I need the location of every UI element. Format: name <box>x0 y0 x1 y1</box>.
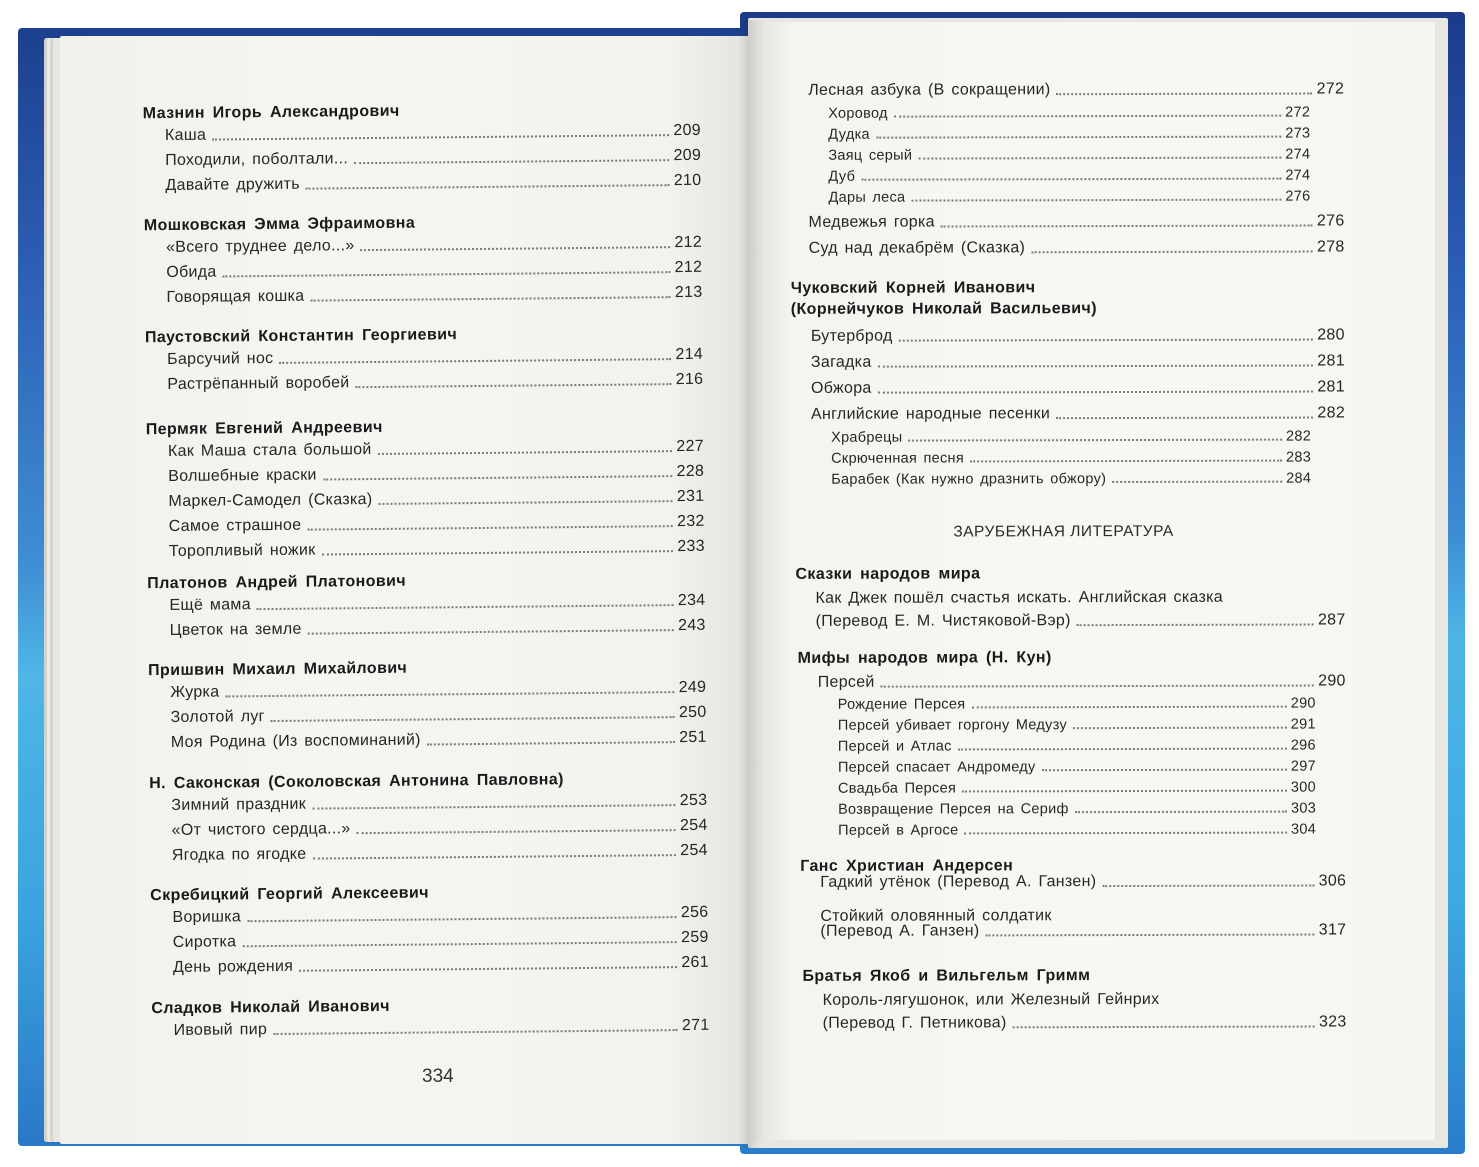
toc-entry-title: Обжора <box>810 379 872 397</box>
toc-author-heading: Н. Саконская (Соколовская Антонина Павловна) <box>149 771 564 793</box>
toc-entry-title: (Перевод Е. М. Чистяковой-Вэр) <box>815 612 1071 630</box>
dot-leader <box>312 804 676 809</box>
dot-leader <box>1112 481 1282 483</box>
toc-entry[interactable] <box>811 378 1345 397</box>
toc-page-number: 281 <box>1317 352 1345 370</box>
toc-entry-title: Рождение Персея <box>837 696 966 713</box>
toc-subentry[interactable] <box>838 822 1316 839</box>
toc-page-number: 291 <box>1290 716 1316 733</box>
toc-page-number: 232 <box>676 512 705 531</box>
dot-leader <box>427 741 675 745</box>
toc-entry[interactable] <box>172 842 708 865</box>
dot-leader <box>273 1029 678 1035</box>
dot-leader <box>225 691 674 697</box>
dot-leader <box>894 115 1281 118</box>
toc-page-number: 287 <box>1317 611 1346 629</box>
toc-entry-title: Говорящая кошка <box>166 287 305 306</box>
toc-page-number: 209 <box>673 146 702 165</box>
toc-author-heading: Сказки народов мира <box>795 565 981 583</box>
toc-page-number: 271 <box>681 1016 710 1035</box>
toc-page-number: 290 <box>1290 695 1316 712</box>
left-page-toc <box>60 29 761 1144</box>
toc-entry-title: День рождения <box>172 957 294 976</box>
toc-entry-title: Растрёпанный воробей <box>167 374 350 393</box>
toc-page-number: 227 <box>676 437 705 456</box>
toc-entry[interactable] <box>168 438 704 461</box>
dot-leader <box>247 916 677 922</box>
toc-page-number: 213 <box>674 283 703 302</box>
toc-page-number: 231 <box>676 487 705 506</box>
toc-entry-title: (Перевод А. Ганзен) <box>820 922 980 940</box>
toc-page-number: 290 <box>1318 672 1346 690</box>
dot-leader <box>354 159 670 164</box>
toc-entry[interactable] <box>823 1013 1347 1032</box>
dot-leader <box>881 685 1314 688</box>
toc-entry-title: Гадкий утёнок (Перевод А. Ганзен) <box>820 873 1097 891</box>
toc-page-number: 300 <box>1290 779 1317 796</box>
toc-page-number: 323 <box>1318 1013 1347 1031</box>
dot-leader <box>970 460 1282 463</box>
dot-leader <box>271 716 675 722</box>
toc-page-number: 210 <box>673 171 702 190</box>
toc-entry[interactable] <box>816 611 1346 630</box>
toc-page-number: 254 <box>680 841 708 860</box>
toc-entry-title: Храбрецы <box>831 429 903 446</box>
toc-subentry[interactable] <box>838 780 1316 797</box>
toc-page-number: 276 <box>1285 188 1311 205</box>
toc-entry-title: Лесная азбука (В сокращении) <box>808 81 1051 99</box>
toc-entry[interactable] <box>168 488 704 511</box>
toc-entry-title: Персей <box>817 673 875 691</box>
toc-entry-title: Как Маша стала большой <box>167 441 372 460</box>
dot-leader <box>1031 251 1313 254</box>
toc-page-number: 209 <box>673 121 702 140</box>
dot-leader <box>223 271 671 277</box>
toc-entry-title: «От чистого сердца...» <box>171 820 351 839</box>
dot-leader <box>941 225 1313 228</box>
toc-entry[interactable] <box>169 513 705 536</box>
toc-entry-title: Обида <box>166 263 217 281</box>
left-page <box>60 36 750 1144</box>
toc-page-number: 278 <box>1316 238 1345 256</box>
dot-leader <box>378 500 672 505</box>
toc-page-number: 273 <box>1285 125 1311 142</box>
toc-author-heading: Паустовский Константин Георгиевич <box>144 326 458 347</box>
toc-entry-title: Дуб <box>828 168 856 185</box>
toc-entry[interactable] <box>811 352 1345 371</box>
toc-page-number: 254 <box>679 816 708 835</box>
toc-entry-title: Персей убивает горгону Медузу <box>837 717 1068 734</box>
section-title: ЗАРУБЕЖНАЯ ЛИТЕРАТУРА <box>953 522 1174 541</box>
toc-subentry[interactable] <box>838 738 1316 755</box>
dot-leader <box>212 134 669 140</box>
toc-entry-title: Возвращение Персея на Сериф <box>838 801 1069 818</box>
dot-leader <box>962 790 1287 793</box>
dot-leader <box>1077 624 1314 627</box>
toc-page-number: 216 <box>675 370 704 389</box>
toc-entry-title: Английские народные песенки <box>811 405 1051 423</box>
book-gutter-shadow <box>738 20 764 1148</box>
dot-leader <box>357 829 676 834</box>
toc-entry[interactable] <box>172 817 708 840</box>
toc-page-number: 282 <box>1317 404 1346 422</box>
dot-leader <box>306 184 670 189</box>
dot-leader <box>257 604 674 610</box>
toc-entry[interactable] <box>811 404 1345 423</box>
toc-page-number: 250 <box>678 703 707 722</box>
toc-page-number: 280 <box>1317 326 1345 344</box>
toc-entry[interactable] <box>166 234 702 257</box>
toc-subentry[interactable] <box>828 189 1310 206</box>
dot-leader <box>986 934 1315 937</box>
toc-entry-title: Хоровод <box>828 105 888 122</box>
dot-leader <box>971 706 1286 709</box>
toc-page-number: 212 <box>674 258 703 277</box>
toc-entry[interactable] <box>165 172 701 195</box>
dot-leader <box>1075 811 1287 814</box>
toc-author-heading: Скребицкий Георгий Алексеевич <box>150 884 429 905</box>
toc-entry-title: Бутерброд <box>810 327 893 345</box>
toc-page-number: 233 <box>677 537 706 556</box>
toc-subentry[interactable] <box>828 126 1310 143</box>
toc-entry-title: Барсучий нос <box>167 349 274 368</box>
toc-page-number: 243 <box>677 616 706 635</box>
toc-subentry[interactable] <box>838 696 1316 713</box>
toc-entry[interactable] <box>171 729 707 752</box>
toc-author-heading: Мазнин Игорь Александрович <box>142 102 400 123</box>
right-page-toc <box>752 20 1438 1140</box>
toc-entry[interactable] <box>170 704 706 727</box>
toc-page-number: 214 <box>675 345 704 364</box>
toc-entry-title: Сиротка <box>172 933 237 951</box>
toc-entry-title: Персей в Аргосе <box>838 822 959 839</box>
dot-leader <box>878 365 1314 368</box>
toc-entry-title: Скрюченная песня <box>831 450 965 467</box>
dot-leader <box>378 450 673 455</box>
toc-entry[interactable] <box>167 371 703 394</box>
toc-subentry[interactable] <box>838 801 1316 818</box>
toc-entry[interactable] <box>168 463 704 486</box>
toc-author-heading: Мифы народов мира (Н. Кун) <box>797 649 1052 667</box>
toc-entry[interactable] <box>167 346 703 369</box>
toc-entry-title: Персей спасает Андромеду <box>837 759 1036 776</box>
toc-entry-title: Маркел-Самодел (Сказка) <box>168 491 373 510</box>
toc-entry[interactable] <box>809 212 1345 231</box>
toc-entry[interactable] <box>171 792 707 815</box>
toc-entry[interactable] <box>165 122 701 145</box>
toc-entry-title: Медвежья горка <box>808 213 935 231</box>
dot-leader <box>242 941 677 947</box>
toc-entry-title: Журка <box>170 683 220 701</box>
dot-leader <box>958 748 1287 751</box>
dot-leader <box>279 358 671 364</box>
dot-leader <box>1056 417 1313 420</box>
toc-page-number: 256 <box>680 903 709 922</box>
toc-entry-title: Каша <box>164 126 207 144</box>
toc-page-number: 306 <box>1318 872 1347 890</box>
toc-subentry[interactable] <box>828 147 1310 164</box>
toc-entry-title: Моя Родина (Из воспоминаний) <box>170 731 421 751</box>
dot-leader <box>1056 93 1312 96</box>
toc-entry[interactable] <box>170 617 706 640</box>
toc-page-number: 274 <box>1285 167 1311 184</box>
dot-leader <box>878 391 1314 394</box>
toc-entry[interactable] <box>170 679 706 702</box>
toc-entry-line1[interactable]: Король-лягушонок, или Железный Гейнрих <box>822 990 1160 1009</box>
toc-entry[interactable] <box>173 1017 709 1040</box>
toc-entry-title: Ивовый пир <box>173 1021 268 1039</box>
dot-leader <box>323 475 673 480</box>
toc-entry-title: Загадка <box>810 353 872 371</box>
dot-leader <box>918 157 1281 160</box>
page-number: 334 <box>422 1066 454 1087</box>
toc-page-number: 253 <box>679 791 708 810</box>
toc-page-number: 212 <box>674 233 703 252</box>
dot-leader <box>1073 727 1287 730</box>
dot-leader <box>356 383 672 388</box>
toc-entry-title: Дудка <box>828 126 870 143</box>
toc-author-heading-line2: (Корнейчуков Николай Васильевич) <box>790 300 1097 318</box>
toc-page-number: 261 <box>681 953 710 972</box>
toc-entry-title: Персей и Атлас <box>837 738 952 755</box>
toc-entry[interactable] <box>809 238 1345 257</box>
toc-page-number: 274 <box>1285 146 1311 163</box>
dot-leader <box>1102 885 1314 888</box>
toc-page-number: 282 <box>1285 428 1312 445</box>
toc-entry-title: Самое страшное <box>168 516 302 535</box>
toc-author-heading: Сладков Николай Иванович <box>151 997 390 1018</box>
toc-page-number: 249 <box>678 678 707 697</box>
right-page <box>752 22 1435 1140</box>
dot-leader <box>964 832 1287 835</box>
toc-page-number: 303 <box>1290 800 1317 817</box>
toc-author-heading: Пришвин Михаил Михайлович <box>148 659 408 680</box>
toc-subentry[interactable] <box>831 450 1311 467</box>
dot-leader <box>308 629 674 635</box>
toc-entry[interactable] <box>173 954 709 977</box>
toc-subentry[interactable] <box>838 759 1316 776</box>
toc-entry-title: Заяц серый <box>828 147 913 164</box>
toc-entry-title: Волшебные краски <box>168 466 317 485</box>
toc-page-number: 317 <box>1318 921 1347 939</box>
toc-entry-title: (Перевод Г. Петникова) <box>822 1014 1007 1032</box>
toc-entry-title: Золотой луг <box>170 708 265 726</box>
toc-subentry[interactable] <box>838 717 1316 734</box>
toc-entry[interactable] <box>165 147 701 170</box>
toc-entry-line1[interactable]: Как Джек пошёл счастья искать. Английская сказка <box>815 588 1223 607</box>
toc-page-number: 228 <box>676 462 705 481</box>
toc-page-number: 283 <box>1286 449 1312 466</box>
toc-page-number: 281 <box>1317 378 1345 396</box>
toc-entry-title: Ягодка по ягодке <box>171 845 307 864</box>
toc-page-number: 296 <box>1290 737 1316 754</box>
toc-entry[interactable] <box>169 538 705 561</box>
toc-entry[interactable] <box>808 80 1344 99</box>
toc-entry[interactable] <box>820 921 1346 940</box>
toc-page-number: 297 <box>1290 758 1316 775</box>
toc-entry-title: Свадьба Персея <box>837 780 957 797</box>
dot-leader <box>861 178 1281 181</box>
toc-entry-title: Суд над декабрём (Сказка) <box>808 239 1026 257</box>
toc-entry[interactable] <box>166 259 702 282</box>
toc-author-heading: Ганс Христиан Андерсен <box>800 857 1014 875</box>
toc-page-number: 284 <box>1286 470 1312 487</box>
toc-entry[interactable] <box>172 904 708 927</box>
dot-leader <box>876 136 1281 139</box>
toc-author-heading: Чуковский Корней Иванович <box>790 279 1036 297</box>
toc-page-number: 272 <box>1285 104 1311 121</box>
dot-leader <box>322 550 674 555</box>
toc-author-heading: Мошковская Эмма Эфраимовна <box>143 214 416 235</box>
toc-entry[interactable] <box>173 929 709 952</box>
toc-entry-title: Торопливый ножик <box>168 541 316 560</box>
dot-leader <box>299 966 677 972</box>
toc-entry-title: Походили, поболтали... <box>165 150 349 169</box>
toc-page-number: 259 <box>680 928 709 947</box>
toc-entry-line1[interactable]: Стойкий оловянный солдатик <box>820 907 1052 925</box>
toc-author-heading: Братья Якоб и Вильгельм Гримм <box>802 967 1091 985</box>
dot-leader <box>1042 769 1287 772</box>
dot-leader <box>307 525 673 531</box>
toc-entry-title: Барабек (Как нужно дразнить обжору) <box>831 471 1107 488</box>
toc-entry[interactable] <box>811 326 1345 345</box>
toc-entry-title: «Всего труднее дело...» <box>165 237 355 256</box>
toc-entry-title: Ещё мама <box>169 596 251 614</box>
toc-entry-title: Зимний праздник <box>171 795 307 814</box>
toc-entry-title: Дары леса <box>828 189 906 206</box>
toc-page-number: 304 <box>1291 821 1317 838</box>
toc-subentry[interactable] <box>831 429 1311 446</box>
toc-entry-title: Воришка <box>172 908 242 926</box>
dot-leader <box>911 199 1281 202</box>
toc-entry[interactable] <box>818 672 1346 691</box>
toc-subentry[interactable] <box>828 105 1310 122</box>
toc-author-heading: Платонов Андрей Платонович <box>147 572 407 593</box>
dot-leader <box>361 246 671 251</box>
toc-entry[interactable] <box>169 592 705 615</box>
dot-leader <box>899 339 1314 342</box>
toc-subentry[interactable] <box>831 471 1311 488</box>
dot-leader <box>908 439 1282 442</box>
toc-entry[interactable] <box>820 872 1346 891</box>
dot-leader <box>310 296 670 301</box>
toc-page-number: 234 <box>677 591 706 610</box>
toc-page-number: 276 <box>1316 212 1345 230</box>
toc-entry[interactable] <box>166 284 702 307</box>
toc-entry-title: Цветок на земле <box>169 620 302 639</box>
dot-leader <box>312 854 676 859</box>
toc-entry-title: Давайте дружить <box>165 175 300 194</box>
dot-leader <box>1013 1026 1315 1029</box>
toc-page-number: 272 <box>1316 80 1345 98</box>
toc-author-heading: Пермяк Евгений Андреевич <box>145 418 383 439</box>
toc-subentry[interactable] <box>828 168 1310 185</box>
toc-page-number: 251 <box>679 728 707 747</box>
